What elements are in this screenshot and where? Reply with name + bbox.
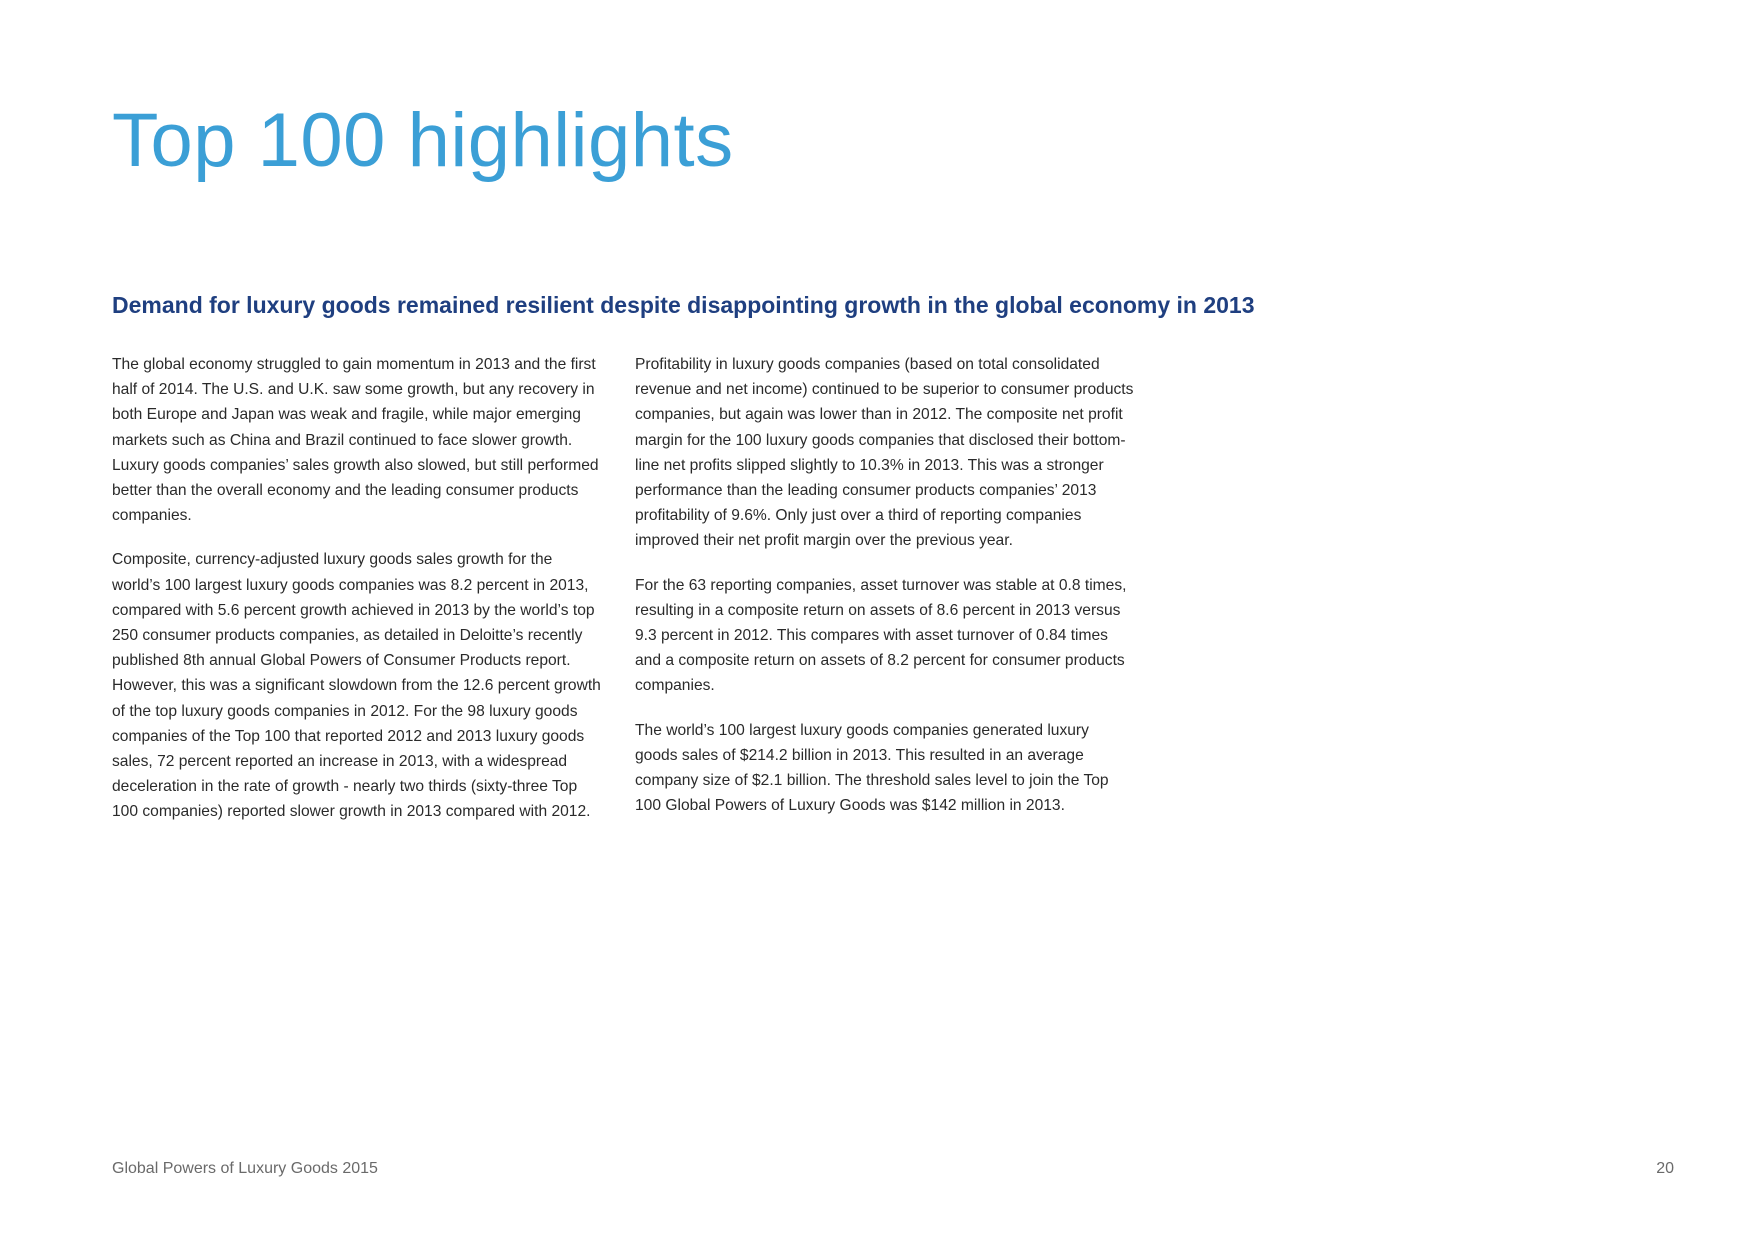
- paragraph: The world’s 100 largest luxury goods companies generated luxury goods sales of $214.2 billion in 2013. This resulted in an average company size of $2.1 billion. The threshold sales level to join the Top 100 Global Powers of Luxury Goods was $142 million in 2013.: [635, 721, 1109, 815]
- footer-publication-title: Global Powers of Luxury Goods 2015: [112, 1160, 378, 1177]
- right-text-column: [635, 352, 1135, 837]
- section-heading: Demand for luxury goods remained resilient despite disappointing growth in the global economy in 2013: [112, 292, 1255, 318]
- paragraph: Composite, currency-adjusted luxury goods sales growth for the world’s 100 largest luxury goods companies was 8.2 percent in 2013, compared with 5.6 percent growth achieved in 2013 by the world’s top 250 consumer products companies, as detailed in Deloitte’s recently published 8th annual Global Powers of Consumer Products report. However, this was a significant slowdown from the 12.6 percent growth of the top luxury goods companies in 2012. For the 98 luxury goods companies of the Top 100 that reported 2012 and 2013 luxury goods sales, 72 percent reported an increase in 2013, with a widespread deceleration in the rate of growth - nearly two thirds (sixty-three Top 100 companies) reported slower growth in 2013 compared with 2012.: [112, 551, 601, 821]
- paragraph: The global economy struggled to gain momentum in 2013 and the first half of 2014. The U.S. and U.K. saw some growth, but any recovery in both Europe and Japan was weak and fragile, while major emerging markets such as China and Brazil continued to face slower growth. Luxury goods companies’ sales growth also slowed, but still performed better than the overall economy and the leading consumer products companies.: [112, 356, 599, 525]
- paragraph: Profitability in luxury goods companies (based on total consolidated revenue and net income) continued to be superior to consumer products companies, but again was lower than in 2012. The composite net profit margin for the 100 luxury goods companies that disclosed their bottom-line net profits slipped slightly to 10.3% in 2013. This was a stronger performance than the leading consumer products companies’ 2013 profitability of 9.6%. Only just over a third of reporting companies improved their net profit margin over the previous year.: [635, 356, 1134, 550]
- page-title: Top 100 highlights: [112, 98, 734, 183]
- paragraph: For the 63 reporting companies, asset turnover was stable at 0.8 times, resulting in a composite return on assets of 8.6 percent in 2013 versus 9.3 percent in 2012. This compares with asset turnover of 0.84 times and a composite return on assets of 8.2 percent for consumer products companies.: [635, 576, 1127, 695]
- left-text-column: [112, 352, 602, 844]
- page-number: 20: [1656, 1160, 1674, 1177]
